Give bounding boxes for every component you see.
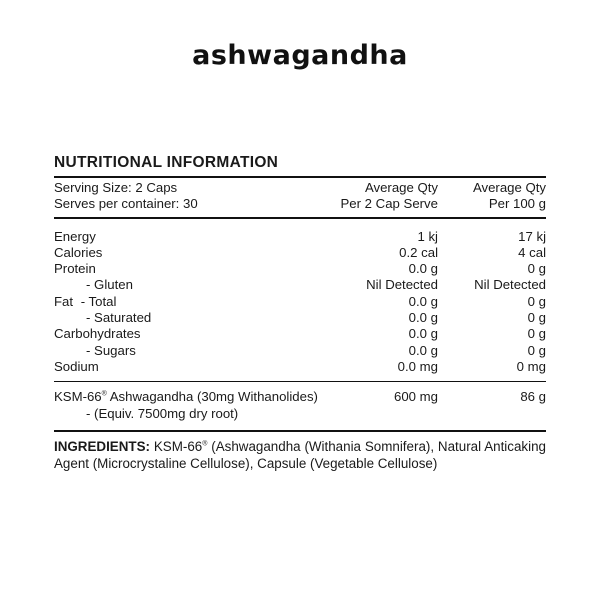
serving-size: Serving Size: 2 Caps bbox=[54, 180, 178, 195]
active-ingredient-table bbox=[54, 382, 546, 432]
col-100g-head-2: Per 100 g bbox=[488, 196, 546, 212]
nutrient-serve: 0.2 cal bbox=[399, 244, 438, 260]
nutrient-per100: 0 g bbox=[527, 293, 546, 309]
nutrient-serve: 0.0 g bbox=[408, 310, 438, 326]
col-serve-head-1: Average Qty bbox=[364, 180, 438, 195]
nutrient-per100: 0 g bbox=[527, 261, 546, 277]
nutrient-label: Protein bbox=[54, 261, 96, 277]
active-name-a: KSM-66 bbox=[54, 389, 102, 405]
nutrient-serve: 0.0 g bbox=[408, 326, 438, 342]
registered-mark: ® bbox=[101, 390, 107, 398]
nutrient-per100: 0 g bbox=[527, 342, 546, 358]
nutrient-label: - Gluten bbox=[86, 277, 133, 293]
nutrient-label: Carbohydrates bbox=[54, 326, 141, 342]
nutrient-serve: 1 kj bbox=[417, 228, 438, 244]
nutrient-row bbox=[54, 261, 546, 277]
col-serve-head-2: Per 2 Cap Serve bbox=[340, 196, 438, 212]
nutrient-label: - Saturated bbox=[86, 310, 152, 326]
active-sublabel: - (Equiv. 7500mg dry root) bbox=[86, 405, 239, 421]
col-100g-head-1: Average Qty bbox=[472, 180, 546, 195]
panel-title: NUTRITIONAL INFORMATION bbox=[54, 154, 546, 178]
nutrition-panel bbox=[54, 154, 546, 432]
active-serve: 600 mg bbox=[394, 389, 438, 405]
active-label bbox=[54, 389, 318, 405]
ingredients-part-a: KSM-66 bbox=[149, 439, 203, 454]
nutrient-serve: 0.0 g bbox=[408, 261, 438, 277]
nutrient-table bbox=[54, 219, 546, 383]
nutrient-per100: 0 g bbox=[527, 310, 546, 326]
nutrient-serve: 0.0 g bbox=[408, 293, 438, 309]
nutrient-per100: Nil Detected bbox=[474, 277, 546, 293]
brand-logo: ashwagandha bbox=[192, 40, 408, 71]
nutrient-per100: 0 mg bbox=[516, 358, 546, 374]
nutrient-row bbox=[54, 294, 546, 310]
nutrient-label: Energy bbox=[54, 228, 96, 244]
serving-header bbox=[54, 178, 546, 219]
nutrient-label: - Sugars bbox=[86, 342, 136, 358]
fat-label: Fat bbox=[54, 293, 74, 309]
nutrient-row bbox=[54, 229, 546, 245]
active-per100: 86 g bbox=[520, 389, 546, 405]
nutrient-serve: Nil Detected bbox=[366, 277, 438, 293]
ingredients-text bbox=[54, 438, 546, 472]
nutrient-row bbox=[54, 277, 546, 293]
nutrient-row bbox=[54, 326, 546, 342]
nutrient-label: Sodium bbox=[54, 358, 99, 374]
serving-row-1 bbox=[54, 180, 546, 196]
registered-mark: ® bbox=[202, 440, 208, 448]
nutrient-row bbox=[54, 359, 546, 375]
nutrient-row bbox=[54, 343, 546, 359]
active-row bbox=[54, 389, 546, 405]
nutrient-per100: 0 g bbox=[527, 326, 546, 342]
nutrient-row bbox=[54, 245, 546, 261]
fat-sublabel: - Total bbox=[80, 293, 117, 309]
nutrient-label bbox=[54, 294, 116, 310]
ingredients-part-b: (Ashwagandha (Withania Somnifera), Natural Anticaking Agent (Microcrystaline Cellulose), Capsule (Vegetable Cellulose) bbox=[54, 439, 546, 471]
nutrient-per100: 4 cal bbox=[518, 244, 546, 260]
nutrient-serve: 0.0 g bbox=[408, 342, 438, 358]
nutrient-serve: 0.0 mg bbox=[397, 358, 438, 374]
nutrient-label: Calories bbox=[54, 244, 103, 260]
serving-row-2 bbox=[54, 196, 546, 212]
active-name-b: Ashwagandha (30mg Withanolides) bbox=[106, 389, 318, 405]
ingredients-label: INGREDIENTS: bbox=[54, 439, 150, 454]
nutrient-row bbox=[54, 310, 546, 326]
nutrient-per100: 17 kj bbox=[518, 228, 546, 244]
serves-per-container: Serves per container: 30 bbox=[54, 196, 198, 212]
active-sub-row bbox=[54, 406, 546, 422]
